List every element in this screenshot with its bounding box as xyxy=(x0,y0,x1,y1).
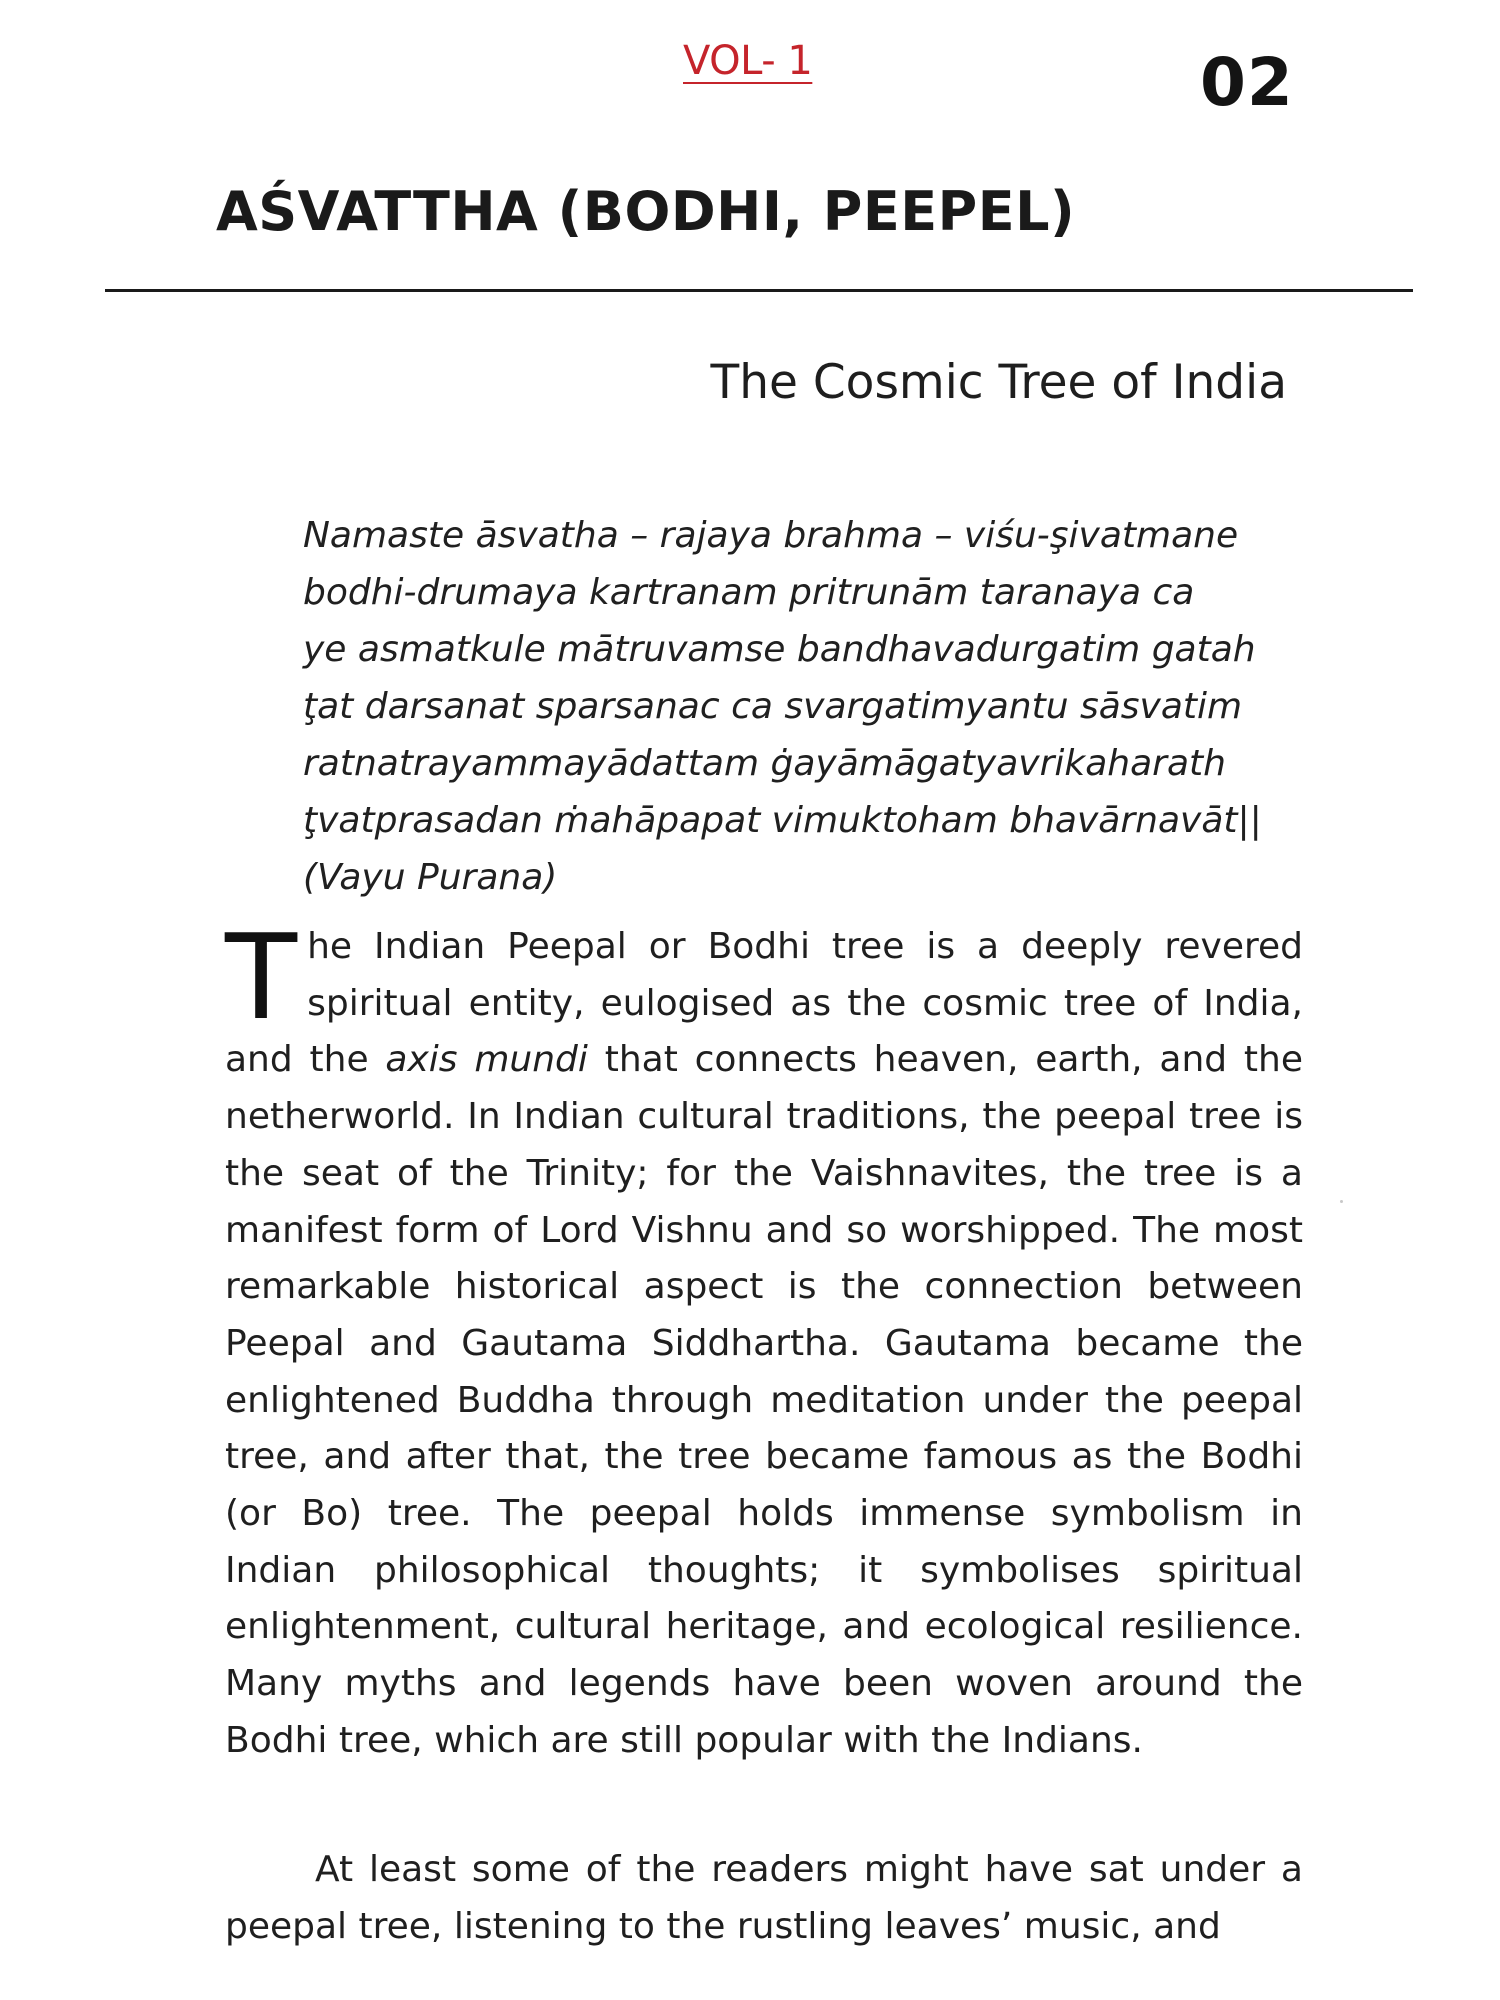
sanskrit-verse xyxy=(303,507,1323,906)
body-paragraph-2: At least some of the readers might have sat under a peepal tree, listening to the rustling leaves’ music, and xyxy=(225,1849,1303,1947)
verse-line: ye asmatkule mātruvamse bandhavadurgatim gatah xyxy=(303,629,1256,670)
verse-line: ratnatrayammayādattam ġayāmāgatyavrikaharath xyxy=(303,743,1226,784)
chapter-subtitle: The Cosmic Tree of India xyxy=(710,355,1287,410)
chapter-title: AŚVATTHA (BODHI, PEEPEL) xyxy=(216,180,1076,243)
verse-line: Namaste āsvatha – rajaya brahma – viśu-şivatmane xyxy=(303,515,1239,556)
verse-source: (Vayu Purana) xyxy=(303,857,558,898)
paragraph-text: he Indian Peepal or Bodhi tree is a deeply revered spiritual entity, eulogised as the cosmic tree of India, and the xyxy=(225,926,1303,1081)
verse-line: ţvatprasadan ṁahāpapat vimuktoham bhavārnavāt|| xyxy=(303,800,1262,841)
italic-term: axis mundi xyxy=(385,1039,588,1081)
title-divider xyxy=(105,289,1413,292)
volume-label: VOL- 1 xyxy=(683,38,813,84)
drop-cap: T xyxy=(225,908,298,1046)
body-paragraph-1 xyxy=(225,908,1304,1770)
verse-line: ţat darsanat sparsanac ca svargatimyantu sāsvatim xyxy=(303,686,1243,727)
chapter-number: 02 xyxy=(1200,44,1294,121)
scan-speck xyxy=(1340,1200,1343,1203)
paragraph-text: that connects heaven, earth, and the netherworld. In Indian cultural traditions, the peepal tree is the seat of the Trinity; for the Vaishnavites, the tree is a manifest form of Lord Vishnu and so worshipped. The most remarkable historical aspect is the connection between Peepal and Gautama Siddhartha. Gautama became the enlightened Buddha through meditation under the peepal tree, and after that, the tree became famous as the Bodhi (or Bo) tree. The peepal holds immense symbolism in Indian philosophical thoughts; it symbolises spiritual enlightenment, cultural heritage, and ecological resilience. Many myths and legends have been woven around the Bodhi tree, which are still popular with the Indians. xyxy=(225,1039,1304,1761)
verse-line: bodhi-drumaya kartranam pritrunām taranaya ca xyxy=(303,572,1195,613)
